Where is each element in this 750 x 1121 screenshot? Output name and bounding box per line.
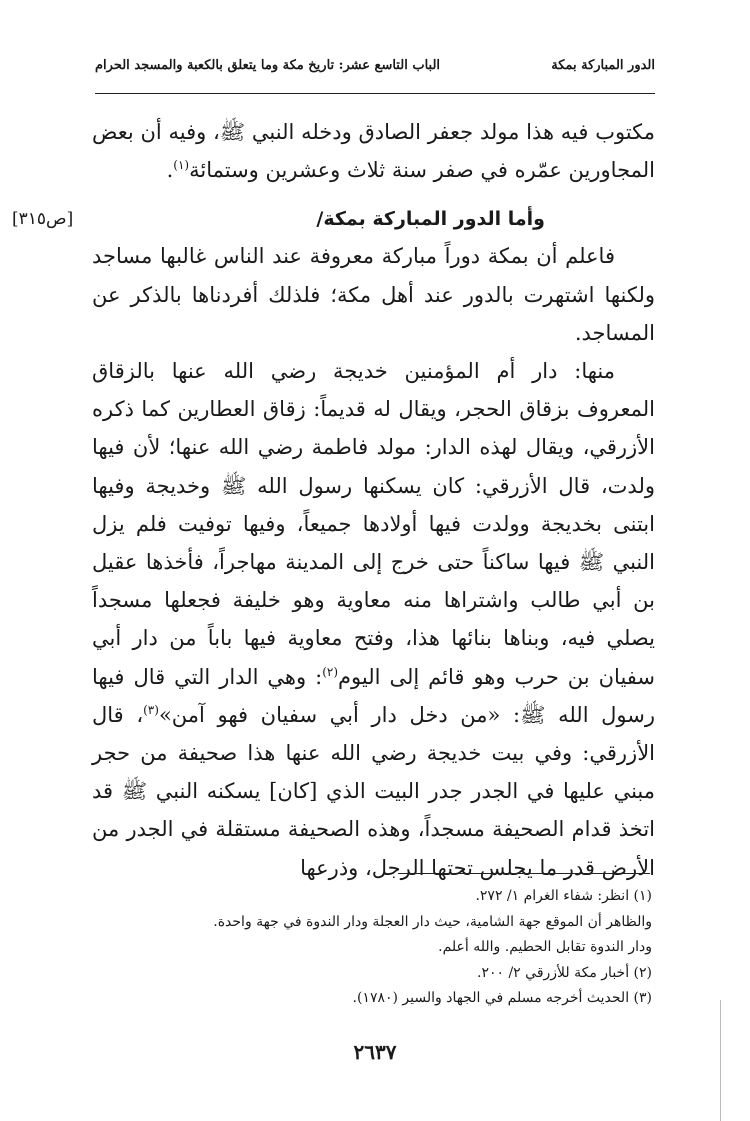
paragraph-1-text: مكتوب فيه هذا مولد جعفر الصادق ودخله النبي ﷺ، وفيه أن بعض المجاورين عمّره في صفر سنة ثلاث وعشرين وستمائة	[92, 120, 655, 183]
scan-edge-line	[720, 1000, 721, 1121]
running-header-section: الدور المباركة بمكة	[551, 58, 655, 73]
paragraph-3-text-a: منها: دار أم المؤمنين خديجة رضي الله عنها بالزقاق المعروف بزقاق الحجر، ويقال له قديماً: زقاق العطارين كما ذكره الأزرقي، ويقال لهذه الدار: مولد فاطمة رضي الله عنها؛ لأن فيها ولدت، قال الأزرقي: كان يسكنها رسول الله ﷺ وخديجة وفيها ابتنى بخديجة وولدت فيها أولادها جميعاً، وفيها توفيت فلم يزل النبي ﷺ فيها ساكناً حتى خرج إلى المدينة مهاجراً، فأخذها عقيل بن أبي طالب واشتراها منه معاوية وهو خليفة فجعلها مسجداً يصلي فيه، وبناها بنائها هذا، وفتح معاوية فيها باباً من دار أبي سفيان بن حرب وهو قائم إلى اليوم	[92, 359, 655, 689]
paragraph-3-text-b: : وهي الدار التي قال فيها رسول الله ﷺ: «من دخل دار أبي سفيان فهو آمن»	[92, 664, 655, 727]
header-divider	[95, 93, 655, 94]
footnote-3: (٣) الحديث أخرجه مسلم في الجهاد والسير (١٧٨٠).	[352, 990, 652, 1006]
page-number: ٢٦٣٧	[353, 1040, 397, 1064]
footnote-ref-3[interactable]: (٣)	[143, 702, 159, 717]
main-text	[12, 113, 655, 887]
footnote-ref-2[interactable]: (٢)	[322, 664, 339, 679]
footnote-2: (٢) أخبار مكة للأزرقي ٢/ ٢٠٠.	[476, 964, 652, 981]
section-heading: وأما الدور المباركة بمكة/	[316, 208, 545, 231]
running-header-chapter: الباب التاسع عشر: تاريخ مكة وما يتعلق بالكعبة والمسجد الحرام	[95, 58, 441, 73]
paragraph-3	[92, 352, 655, 887]
paragraph-continuation	[92, 113, 655, 189]
footnote-ref-1[interactable]: (١)	[173, 158, 190, 173]
running-header	[95, 58, 655, 84]
footnote-divider	[398, 873, 650, 874]
footnote-1-continued: والظاهر أن الموقع جهة الشامية، حيث دار العجلة ودار الندوة في جهة واحدة.	[213, 913, 652, 930]
paragraph-3-text-c: ، قال الأزرقي: وفي بيت خديجة رضي الله عنها هذا صحيفة من حجر مبني عليها في الجدر جدر البيت الذي [كان] يسكنه النبي ﷺ قد اتخذ قدام الصحيفة مسجداً، وهذه الصحيفة مستقلة في الجدر من الأرض قدر ما يجلس تحتها الرجل، وذرعها	[92, 702, 655, 880]
paragraph-2: فاعلم أن بمكة دوراً مباركة معروفة عند الناس غالبها مساجد ولكنها اشتهرت بالدور عند أهل مكة؛ فلذلك أفردناها بالذكر عن المساجد.	[92, 244, 655, 345]
paragraph-1-end: .	[166, 158, 174, 183]
footnotes	[92, 884, 652, 1012]
original-page-reference: [ص٣١٥]	[12, 209, 74, 230]
section-heading-row	[12, 197, 655, 237]
footnote-1: (١) انظر: شفاء الغرام ١/ ٢٧٢.	[475, 888, 652, 904]
footnote-1-continued-2: ودار الندوة تقابل الحطيم. والله أعلم.	[438, 939, 652, 955]
